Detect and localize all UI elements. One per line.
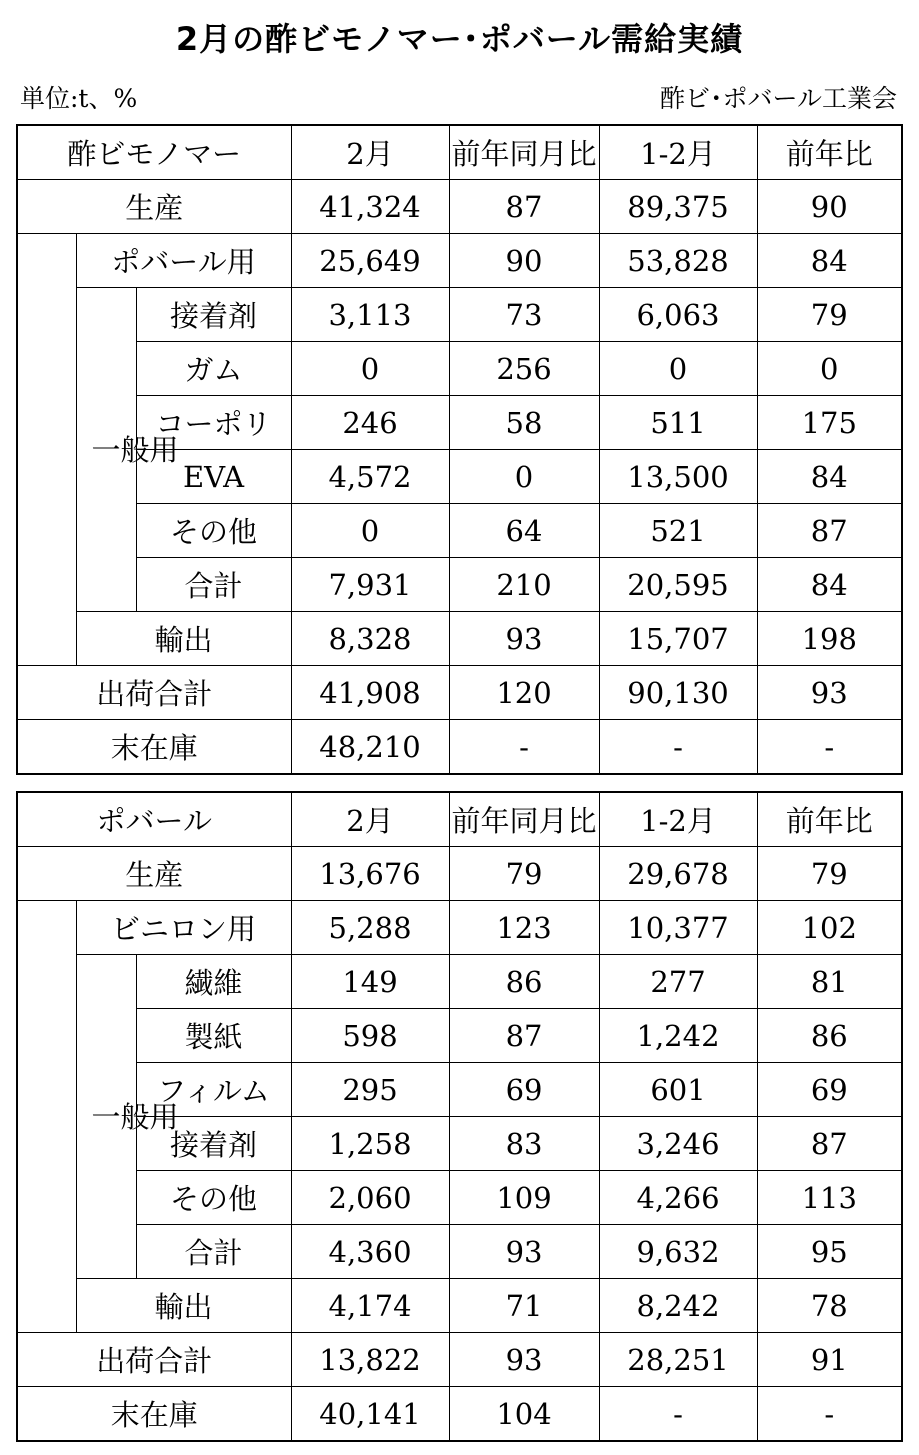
table-cell: 521 bbox=[599, 504, 757, 558]
row-label: 出荷合計 bbox=[17, 1333, 291, 1387]
source-label: 酢ビ･ポバール工業会 bbox=[659, 84, 897, 113]
table-row bbox=[17, 1387, 902, 1442]
row-label: 繊維 bbox=[136, 955, 291, 1009]
table-cell: 256 bbox=[449, 342, 599, 396]
table-cell: 120 bbox=[449, 666, 599, 720]
row-label: ビニロン用 bbox=[76, 901, 291, 955]
table-row bbox=[17, 234, 902, 288]
table-cell: 83 bbox=[449, 1117, 599, 1171]
table-row bbox=[17, 955, 902, 1009]
table-cell: 93 bbox=[449, 612, 599, 666]
table-row bbox=[17, 901, 902, 955]
table-cell: 1,258 bbox=[291, 1117, 449, 1171]
vam-table bbox=[16, 124, 903, 775]
table-cell: 95 bbox=[757, 1225, 902, 1279]
table-cell: 40,141 bbox=[291, 1387, 449, 1442]
table-row bbox=[17, 288, 902, 342]
table-cell: 9,632 bbox=[599, 1225, 757, 1279]
indent-spacer bbox=[17, 1171, 76, 1225]
table-row bbox=[17, 1333, 902, 1387]
table-cell: 87 bbox=[449, 1009, 599, 1063]
table-row bbox=[17, 1225, 902, 1279]
unit-label: 単位:t、% bbox=[20, 84, 138, 113]
table-cell: 295 bbox=[291, 1063, 449, 1117]
table-cell: 246 bbox=[291, 396, 449, 450]
table-cell: 93 bbox=[449, 1333, 599, 1387]
column-header: 前年同月比 bbox=[449, 125, 599, 180]
table-cell: 277 bbox=[599, 955, 757, 1009]
row-label: EVA bbox=[136, 450, 291, 504]
table-cell: 69 bbox=[449, 1063, 599, 1117]
column-header: 2月 bbox=[291, 792, 449, 847]
table-cell: - bbox=[757, 720, 902, 775]
table-cell: 58 bbox=[449, 396, 599, 450]
table-cell: 210 bbox=[449, 558, 599, 612]
row-label: コーポリ bbox=[136, 396, 291, 450]
row-label: その他 bbox=[136, 504, 291, 558]
table-row bbox=[17, 847, 902, 901]
row-label: 接着剤 bbox=[136, 288, 291, 342]
table-cell: 7,931 bbox=[291, 558, 449, 612]
table-cell: 13,500 bbox=[599, 450, 757, 504]
table-cell: 5,288 bbox=[291, 901, 449, 955]
table-cell: 79 bbox=[757, 288, 902, 342]
indent-spacer bbox=[17, 504, 76, 558]
table-cell: 6,063 bbox=[599, 288, 757, 342]
table-row bbox=[17, 504, 902, 558]
indent-spacer bbox=[17, 342, 76, 396]
row-label: 末在庫 bbox=[17, 720, 291, 775]
table-cell: - bbox=[757, 1387, 902, 1442]
table-cell: 123 bbox=[449, 901, 599, 955]
table-cell: 64 bbox=[449, 504, 599, 558]
table-cell: 0 bbox=[291, 504, 449, 558]
table-cell: 86 bbox=[757, 1009, 902, 1063]
indent-spacer bbox=[17, 234, 76, 288]
table-cell: 2,060 bbox=[291, 1171, 449, 1225]
table-row bbox=[17, 666, 902, 720]
table-cell: 13,676 bbox=[291, 847, 449, 901]
table-cell: 4,572 bbox=[291, 450, 449, 504]
indent-spacer bbox=[17, 901, 76, 955]
table-cell: 0 bbox=[757, 342, 902, 396]
table-cell: 29,678 bbox=[599, 847, 757, 901]
table-cell: 198 bbox=[757, 612, 902, 666]
column-header: 1-2月 bbox=[599, 125, 757, 180]
indent-spacer bbox=[17, 558, 76, 612]
table-cell: - bbox=[599, 720, 757, 775]
table-cell: 0 bbox=[599, 342, 757, 396]
row-label: 輸出 bbox=[76, 1279, 291, 1333]
table-cell: 87 bbox=[449, 180, 599, 234]
indent-spacer bbox=[17, 612, 76, 666]
table-cell: 48,210 bbox=[291, 720, 449, 775]
table-cell: 601 bbox=[599, 1063, 757, 1117]
indent-spacer bbox=[17, 1009, 76, 1063]
table-cell: 113 bbox=[757, 1171, 902, 1225]
pva-table bbox=[16, 791, 903, 1442]
table-cell: 0 bbox=[449, 450, 599, 504]
table-cell: 90 bbox=[449, 234, 599, 288]
general-use-label: 一般用 bbox=[76, 288, 136, 612]
row-label: その他 bbox=[136, 1171, 291, 1225]
table-cell: 84 bbox=[757, 450, 902, 504]
table-cell: - bbox=[599, 1387, 757, 1442]
table-cell: 149 bbox=[291, 955, 449, 1009]
table-cell: 4,266 bbox=[599, 1171, 757, 1225]
table-cell: 13,822 bbox=[291, 1333, 449, 1387]
table-section-title: 酢ビモノマー bbox=[17, 125, 291, 180]
table-row bbox=[17, 342, 902, 396]
table-cell: 3,113 bbox=[291, 288, 449, 342]
table-cell: 81 bbox=[757, 955, 902, 1009]
table-cell: 4,360 bbox=[291, 1225, 449, 1279]
table-cell: 8,328 bbox=[291, 612, 449, 666]
table-cell: 41,908 bbox=[291, 666, 449, 720]
page-title: 2月の酢ビモノマー･ポバール需給実績 bbox=[175, 20, 744, 58]
column-header: 前年比 bbox=[757, 792, 902, 847]
column-header: 前年比 bbox=[757, 125, 902, 180]
table-cell: 91 bbox=[757, 1333, 902, 1387]
indent-spacer bbox=[17, 450, 76, 504]
table-cell: 79 bbox=[449, 847, 599, 901]
table-cell: - bbox=[449, 720, 599, 775]
table-cell: 8,242 bbox=[599, 1279, 757, 1333]
row-label: 合計 bbox=[136, 1225, 291, 1279]
table-cell: 511 bbox=[599, 396, 757, 450]
indent-spacer bbox=[17, 1063, 76, 1117]
row-label: 合計 bbox=[136, 558, 291, 612]
table-row bbox=[17, 612, 902, 666]
table-row bbox=[17, 720, 902, 775]
indent-spacer bbox=[17, 288, 76, 342]
table-cell: 102 bbox=[757, 901, 902, 955]
table-cell: 93 bbox=[449, 1225, 599, 1279]
indent-spacer bbox=[17, 1117, 76, 1171]
general-use-label: 一般用 bbox=[76, 955, 136, 1279]
table-cell: 20,595 bbox=[599, 558, 757, 612]
table-section-title: ポバール bbox=[17, 792, 291, 847]
table-cell: 78 bbox=[757, 1279, 902, 1333]
table-header-row bbox=[17, 792, 902, 847]
table-row bbox=[17, 558, 902, 612]
table-cell: 84 bbox=[757, 558, 902, 612]
column-header: 2月 bbox=[291, 125, 449, 180]
table-header-row bbox=[17, 125, 902, 180]
row-label: 接着剤 bbox=[136, 1117, 291, 1171]
table-row bbox=[17, 1009, 902, 1063]
indent-spacer bbox=[17, 1225, 76, 1279]
row-label: ポバール用 bbox=[76, 234, 291, 288]
table-cell: 175 bbox=[757, 396, 902, 450]
table-cell: 1,242 bbox=[599, 1009, 757, 1063]
table-cell: 90 bbox=[757, 180, 902, 234]
table-cell: 104 bbox=[449, 1387, 599, 1442]
row-label: 出荷合計 bbox=[17, 666, 291, 720]
table-cell: 598 bbox=[291, 1009, 449, 1063]
row-label: ガム bbox=[136, 342, 291, 396]
table-cell: 73 bbox=[449, 288, 599, 342]
table-row bbox=[17, 1171, 902, 1225]
row-label: 生産 bbox=[17, 180, 291, 234]
table-cell: 90,130 bbox=[599, 666, 757, 720]
table-cell: 0 bbox=[291, 342, 449, 396]
table-cell: 15,707 bbox=[599, 612, 757, 666]
table-cell: 86 bbox=[449, 955, 599, 1009]
table-cell: 53,828 bbox=[599, 234, 757, 288]
row-label: 生産 bbox=[17, 847, 291, 901]
table-cell: 89,375 bbox=[599, 180, 757, 234]
table-cell: 84 bbox=[757, 234, 902, 288]
table-row bbox=[17, 1279, 902, 1333]
table-cell: 41,324 bbox=[291, 180, 449, 234]
indent-spacer bbox=[17, 1279, 76, 1333]
table-cell: 25,649 bbox=[291, 234, 449, 288]
table-cell: 71 bbox=[449, 1279, 599, 1333]
row-label: 輸出 bbox=[76, 612, 291, 666]
table-cell: 10,377 bbox=[599, 901, 757, 955]
column-header: 前年同月比 bbox=[449, 792, 599, 847]
indent-spacer bbox=[17, 396, 76, 450]
table-cell: 87 bbox=[757, 1117, 902, 1171]
table-cell: 28,251 bbox=[599, 1333, 757, 1387]
table-cell: 93 bbox=[757, 666, 902, 720]
table-row bbox=[17, 180, 902, 234]
indent-spacer bbox=[17, 955, 76, 1009]
table-cell: 109 bbox=[449, 1171, 599, 1225]
table-cell: 87 bbox=[757, 504, 902, 558]
table-cell: 69 bbox=[757, 1063, 902, 1117]
column-header: 1-2月 bbox=[599, 792, 757, 847]
table-cell: 3,246 bbox=[599, 1117, 757, 1171]
table-cell: 79 bbox=[757, 847, 902, 901]
row-label: 末在庫 bbox=[17, 1387, 291, 1442]
table-cell: 4,174 bbox=[291, 1279, 449, 1333]
row-label: 製紙 bbox=[136, 1009, 291, 1063]
row-label: フィルム bbox=[136, 1063, 291, 1117]
